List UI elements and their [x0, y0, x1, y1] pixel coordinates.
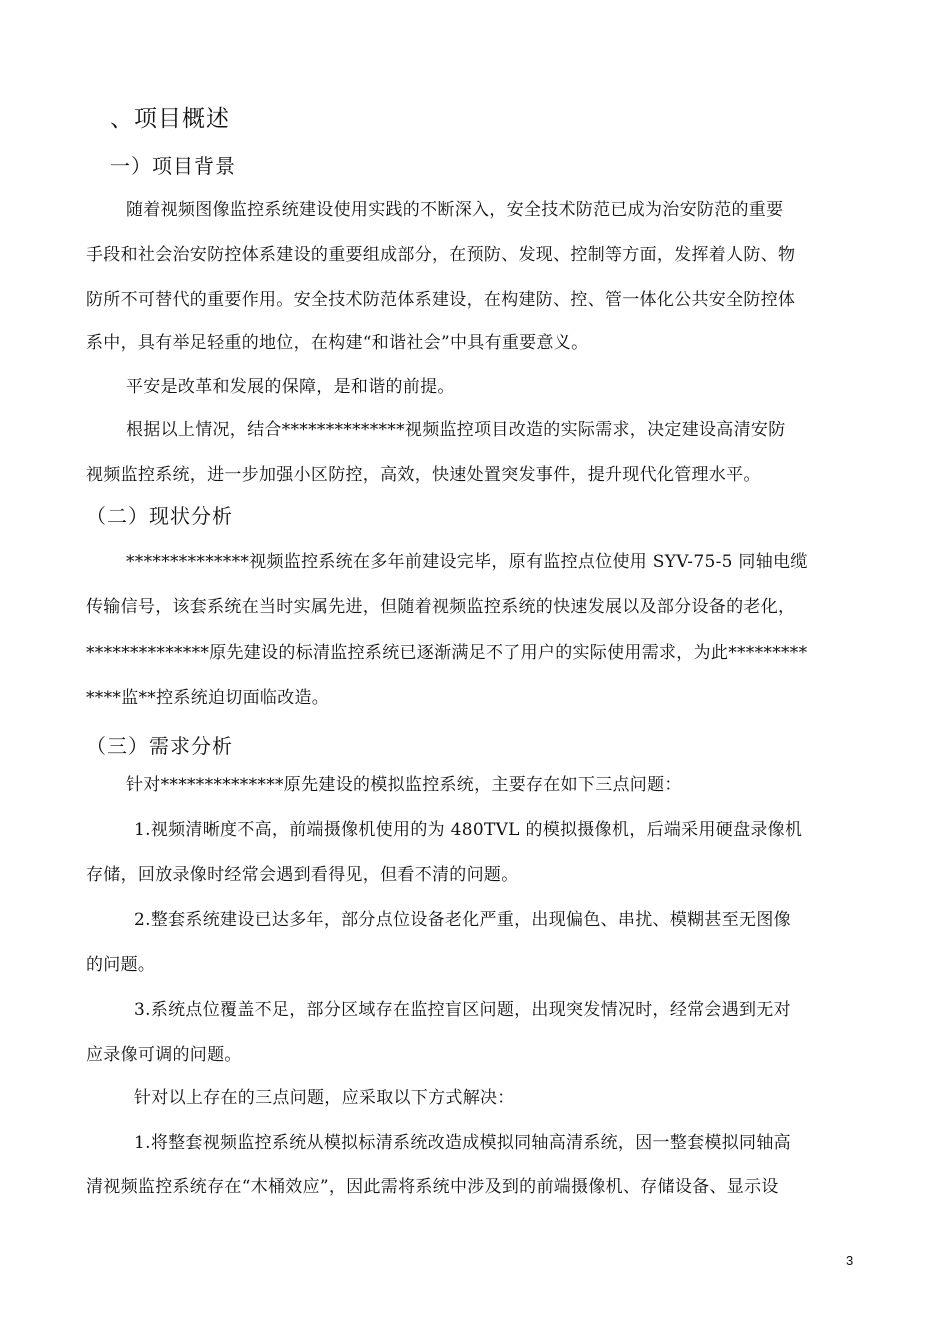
- paragraph-line: **************视频监控系统在多年前建设完毕，原有监控点位使用 SYV-75-5 同轴电缆: [126, 552, 808, 572]
- paragraph-line: 针对**************原先建设的模拟监控系统，主要存在如下三点问题：: [126, 775, 682, 795]
- paragraph-line: 清视频监控系统存在“木桶效应”，因此需将系统中涉及到的前端摄像机、存储设备、显示设: [86, 1177, 779, 1197]
- paragraph-line: 系中，具有举足轻重的地位，在构建“和谐社会”中具有重要意义。: [86, 333, 589, 353]
- paragraph-line: 平安是改革和发展的保障，是和谐的前提。: [126, 377, 455, 397]
- paragraph-line: 的问题。: [86, 955, 156, 975]
- paragraph-line: 传输信号，该套系统在当时实属先进，但随着视频监控系统的快速发展以及部分设备的老化，: [86, 597, 796, 617]
- paragraph-line: 视频监控系统，进一步加强小区防控，高效，快速处置突发事件，提升现代化管理水平。: [86, 465, 761, 485]
- heading-project-overview: 、项目概述: [110, 106, 230, 132]
- paragraph-line: ****监**控系统迫切面临改造。: [86, 688, 330, 708]
- paragraph-line: 3.系统点位覆盖不足，部分区域存在监控盲区问题，出现突发情况时，经常会遇到无对: [134, 1000, 791, 1020]
- paragraph-line: **************原先建设的标清监控系统已逐渐满足不了用户的实际使用需求，为此*********: [86, 643, 808, 663]
- section-title-demand: （三）需求分析: [86, 734, 233, 758]
- page-number: 3: [846, 1253, 854, 1268]
- paragraph-line: 2.整套系统建设已达多年，部分点位设备老化严重，出现偏色、串扰、模糊甚至无图像: [134, 910, 791, 930]
- paragraph-line: 随着视频图像监控系统建设使用实践的不断深入，安全技术防范已成为治安防范的重要: [126, 200, 784, 220]
- section-title-status: （二）现状分析: [86, 504, 233, 528]
- paragraph-line: 手段和社会治安防控体系建设的重要组成部分，在预防、发现、控制等方面，发挥着人防、物: [86, 245, 796, 265]
- paragraph-line: 针对以上存在的三点问题，应采取以下方式解决：: [134, 1088, 515, 1108]
- paragraph-line: 存储，回放录像时经常会遇到看得见，但看不清的问题。: [86, 865, 519, 885]
- paragraph-line: 防所不可替代的重要作用。安全技术防范体系建设，在构建防、控、管一体化公共安全防控体: [86, 290, 796, 310]
- paragraph-line: 1.视频清晰度不高，前端摄像机使用的为 480TVL 的模拟摄像机，后端采用硬盘录像机: [134, 820, 803, 840]
- section-title-background: 一）项目背景: [110, 154, 236, 178]
- paragraph-line: 1.将整套视频监控系统从模拟标清系统改造成模拟同轴高清系统，因一整套模拟同轴高: [134, 1133, 791, 1153]
- paragraph-line: 应录像可调的问题。: [86, 1045, 242, 1065]
- paragraph-line: 根据以上情况，结合**************视频监控项目改造的实际需求，决定建设高清安防: [126, 420, 786, 440]
